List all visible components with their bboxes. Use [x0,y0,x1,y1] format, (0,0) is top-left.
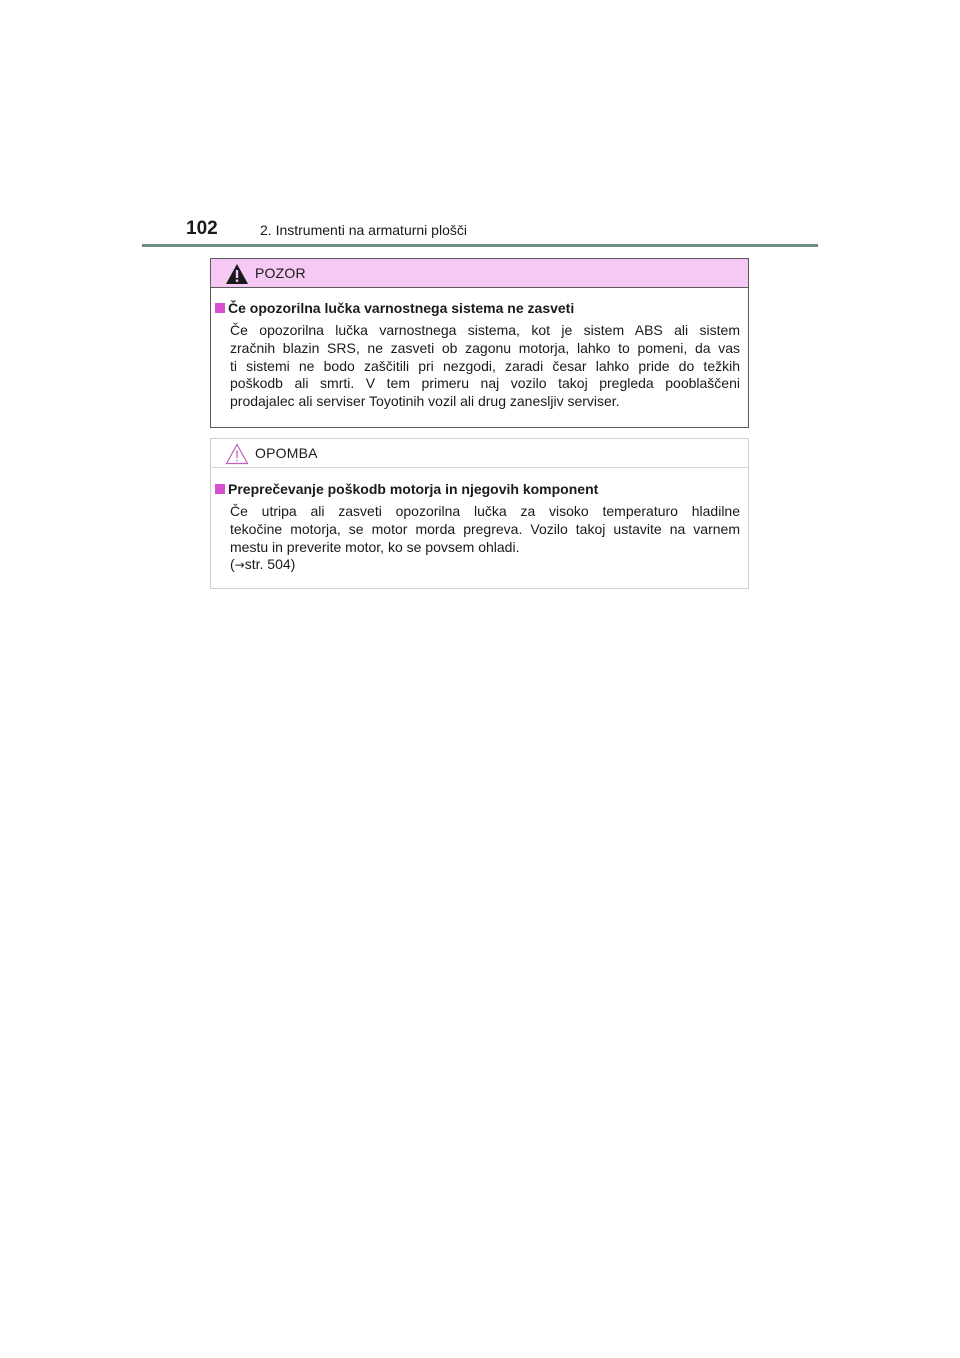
notice-title: OPOMBA [255,445,318,461]
square-bullet-icon [215,303,225,313]
caution-box [210,258,749,428]
caution-body-line: zračnih blazin SRS, ne zasveti ob zagonu motorja, lahko to pomeni, da vas [230,339,740,356]
caution-body-line: prodajalec ali serviser Toyotinih vozil ali drug zanesljiv serviser. [230,393,620,410]
notice-body [230,503,740,556]
page-number: 102 [186,218,218,239]
page-header [186,218,826,242]
caution-title: POZOR [255,265,306,281]
notice-body-line: Če utripa ali zasveti opozorilna lučka za visoko temperaturo hladilne [230,503,740,519]
header-rule [142,244,818,247]
notice-box [210,438,749,589]
notice-header [211,439,748,468]
caution-body-line: poškodb ali smrti. V tem primeru naj vozilo takoj pregleda pooblaščeni [230,375,740,392]
section-title: 2. Instrumenti na armaturni plošči [260,222,467,238]
caution-body-line: ti sistemi ne bodo zaščitili pri nezgodi, zaradi česar lahko pride do težkih [230,357,740,374]
notice-item-title [215,481,598,497]
caution-header [211,259,748,288]
notice-body-line: tekočine motorja, se motor morda pregreva. Vozilo takoj ustavite na varnem [230,520,740,537]
page-reference[interactable] [230,556,295,572]
warning-outline-icon [225,443,249,465]
notice-body-line: mestu in preverite motor, ko se povsem ohladi. [230,538,520,555]
ref-open: ( [230,556,235,572]
ref-text: str. 504) [244,556,296,572]
caution-item-title [215,300,574,316]
warning-filled-icon [225,263,249,285]
arrow-right-icon: → [234,558,245,572]
square-bullet-icon [215,484,225,494]
caution-item-title-text: Če opozorilna lučka varnostnega sistema ne zasveti [228,300,575,316]
caution-body [230,322,740,411]
notice-item-title-text: Preprečevanje poškodb motorja in njegovih komponent [228,481,599,497]
caution-body-line: Če opozorilna lučka varnostnega sistema, kot je sistem ABS ali sistem [230,322,740,338]
